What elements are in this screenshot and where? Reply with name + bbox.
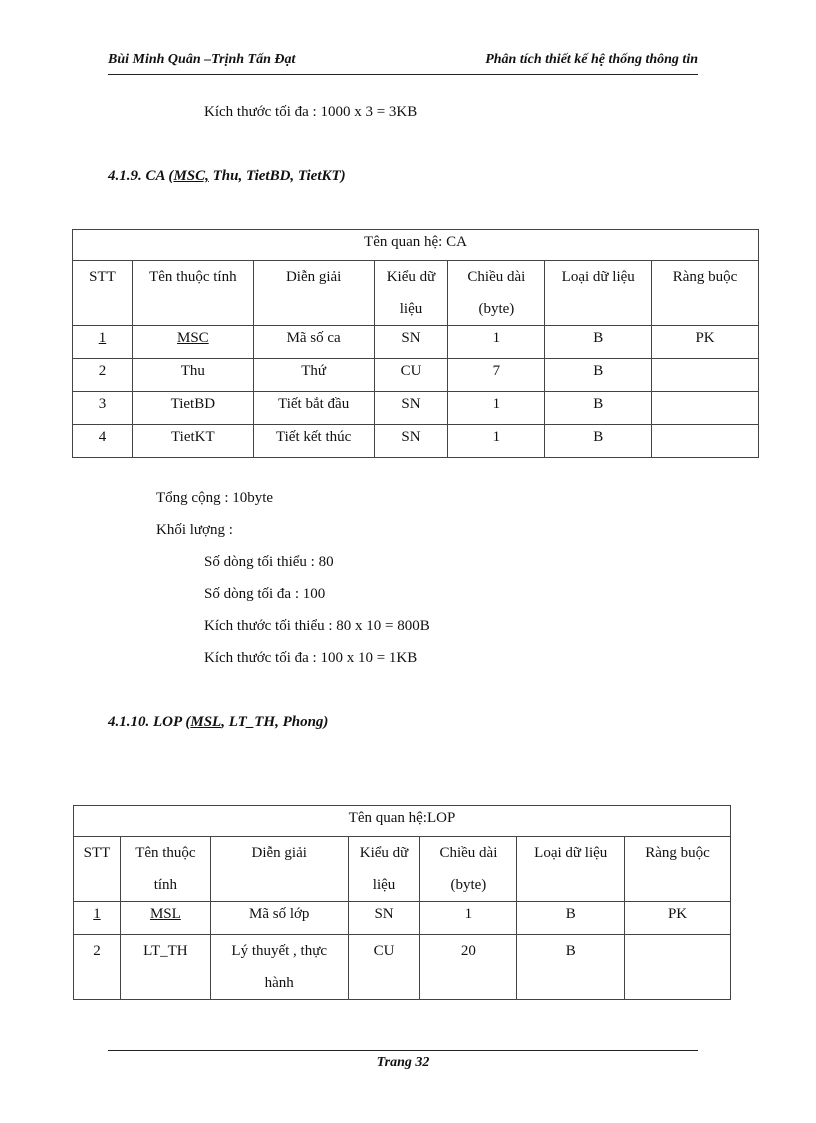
column-header: Loại dữ liệu [545,261,652,326]
cell: 1 [420,902,517,935]
cell: B [517,902,625,935]
cell: MSL [120,902,210,935]
relation-attributes: Thu, TietBD, TietKT) [208,168,346,184]
cell: B [545,326,652,359]
cell: 1 [448,392,545,425]
cell: 20 [420,935,517,1000]
cell: PK [625,902,731,935]
section-heading-ca [108,168,346,185]
cell: TietKT [132,425,253,458]
page-footer: Trang 32 [108,1050,698,1071]
column-header: Kiểu dữ liệu [348,837,420,902]
table-row [73,392,759,425]
relation-name: LOP ( [153,714,191,730]
section-heading-lop [108,714,328,731]
primary-key: MSL [190,714,222,730]
column-header: Diễn giải [253,261,374,326]
min-size-text: Kích thước tối thiểu : 80 x 10 = 800B [204,618,430,634]
volume-text: Khối lượng : [156,522,233,538]
cell: Thu [132,359,253,392]
cell [652,392,759,425]
cell: SN [348,902,420,935]
table-row [74,935,731,1000]
table-title: Tên quan hệ: CA [73,230,759,261]
table-row [74,902,731,935]
cell: LT_TH [120,935,210,1000]
max-rows-text: Số dòng tối đa : 100 [204,586,326,602]
cell [652,425,759,458]
cell: B [517,935,625,1000]
relation-name: CA ( [145,168,174,184]
cell: PK [652,326,759,359]
column-header: Tên thuộc tính [120,837,210,902]
cell: Lý thuyết , thực hành [210,935,348,1000]
cell: B [545,359,652,392]
header-subject: Phân tích thiết kế hệ thống thông tin [485,52,698,67]
cell: 3 [73,392,133,425]
relation-attributes: , LT_TH, Phong) [221,714,329,730]
section-number: 4.1.9. [108,168,142,184]
section-number: 4.1.10. [108,714,150,730]
table-row [73,359,759,392]
column-header: Tên thuộc tính [132,261,253,326]
cell: 1 [73,326,133,359]
min-rows-text: Số dòng tối thiểu : 80 [204,554,334,570]
cell: SN [374,425,448,458]
cell: 1 [448,326,545,359]
cell: SN [374,392,448,425]
cell: Tiết kết thúc [253,425,374,458]
column-header: Ràng buộc [625,837,731,902]
cell: SN [374,326,448,359]
column-header: STT [74,837,121,902]
cell: 2 [74,935,121,1000]
cell: Mã số lớp [210,902,348,935]
column-header: Kiểu dữ liệu [374,261,448,326]
column-header: Chiều dài (byte) [420,837,517,902]
table-lop [73,805,731,1000]
table-title: Tên quan hệ:LOP [74,806,731,837]
header-authors: Bùi Minh Quân –Trịnh Tấn Đạt [108,52,296,67]
table-row [73,425,759,458]
column-header: Chiều dài (byte) [448,261,545,326]
column-header: Loại dữ liệu [517,837,625,902]
cell: 4 [73,425,133,458]
cell: Tiết bắt đầu [253,392,374,425]
cell: Thứ [253,359,374,392]
cell: CU [348,935,420,1000]
cell: MSC [132,326,253,359]
cell [625,935,731,1000]
table-ca [72,229,759,458]
cell: B [545,392,652,425]
cell: 2 [73,359,133,392]
page-header [108,52,698,75]
cell: 1 [448,425,545,458]
cell [652,359,759,392]
table-row [73,326,759,359]
cell: B [545,425,652,458]
cell: Mã số ca [253,326,374,359]
cell: TietBD [132,392,253,425]
cell: CU [374,359,448,392]
cell: 1 [74,902,121,935]
primary-key: MSC, [173,168,209,184]
total-text: Tổng cộng : 10byte [156,490,274,506]
column-header: Diễn giải [210,837,348,902]
column-header: STT [73,261,133,326]
top-size-text: Kích thước tối đa : 1000 x 3 = 3KB [204,104,418,120]
cell: 7 [448,359,545,392]
max-size-text: Kích thước tối đa : 100 x 10 = 1KB [204,650,418,666]
column-header: Ràng buộc [652,261,759,326]
